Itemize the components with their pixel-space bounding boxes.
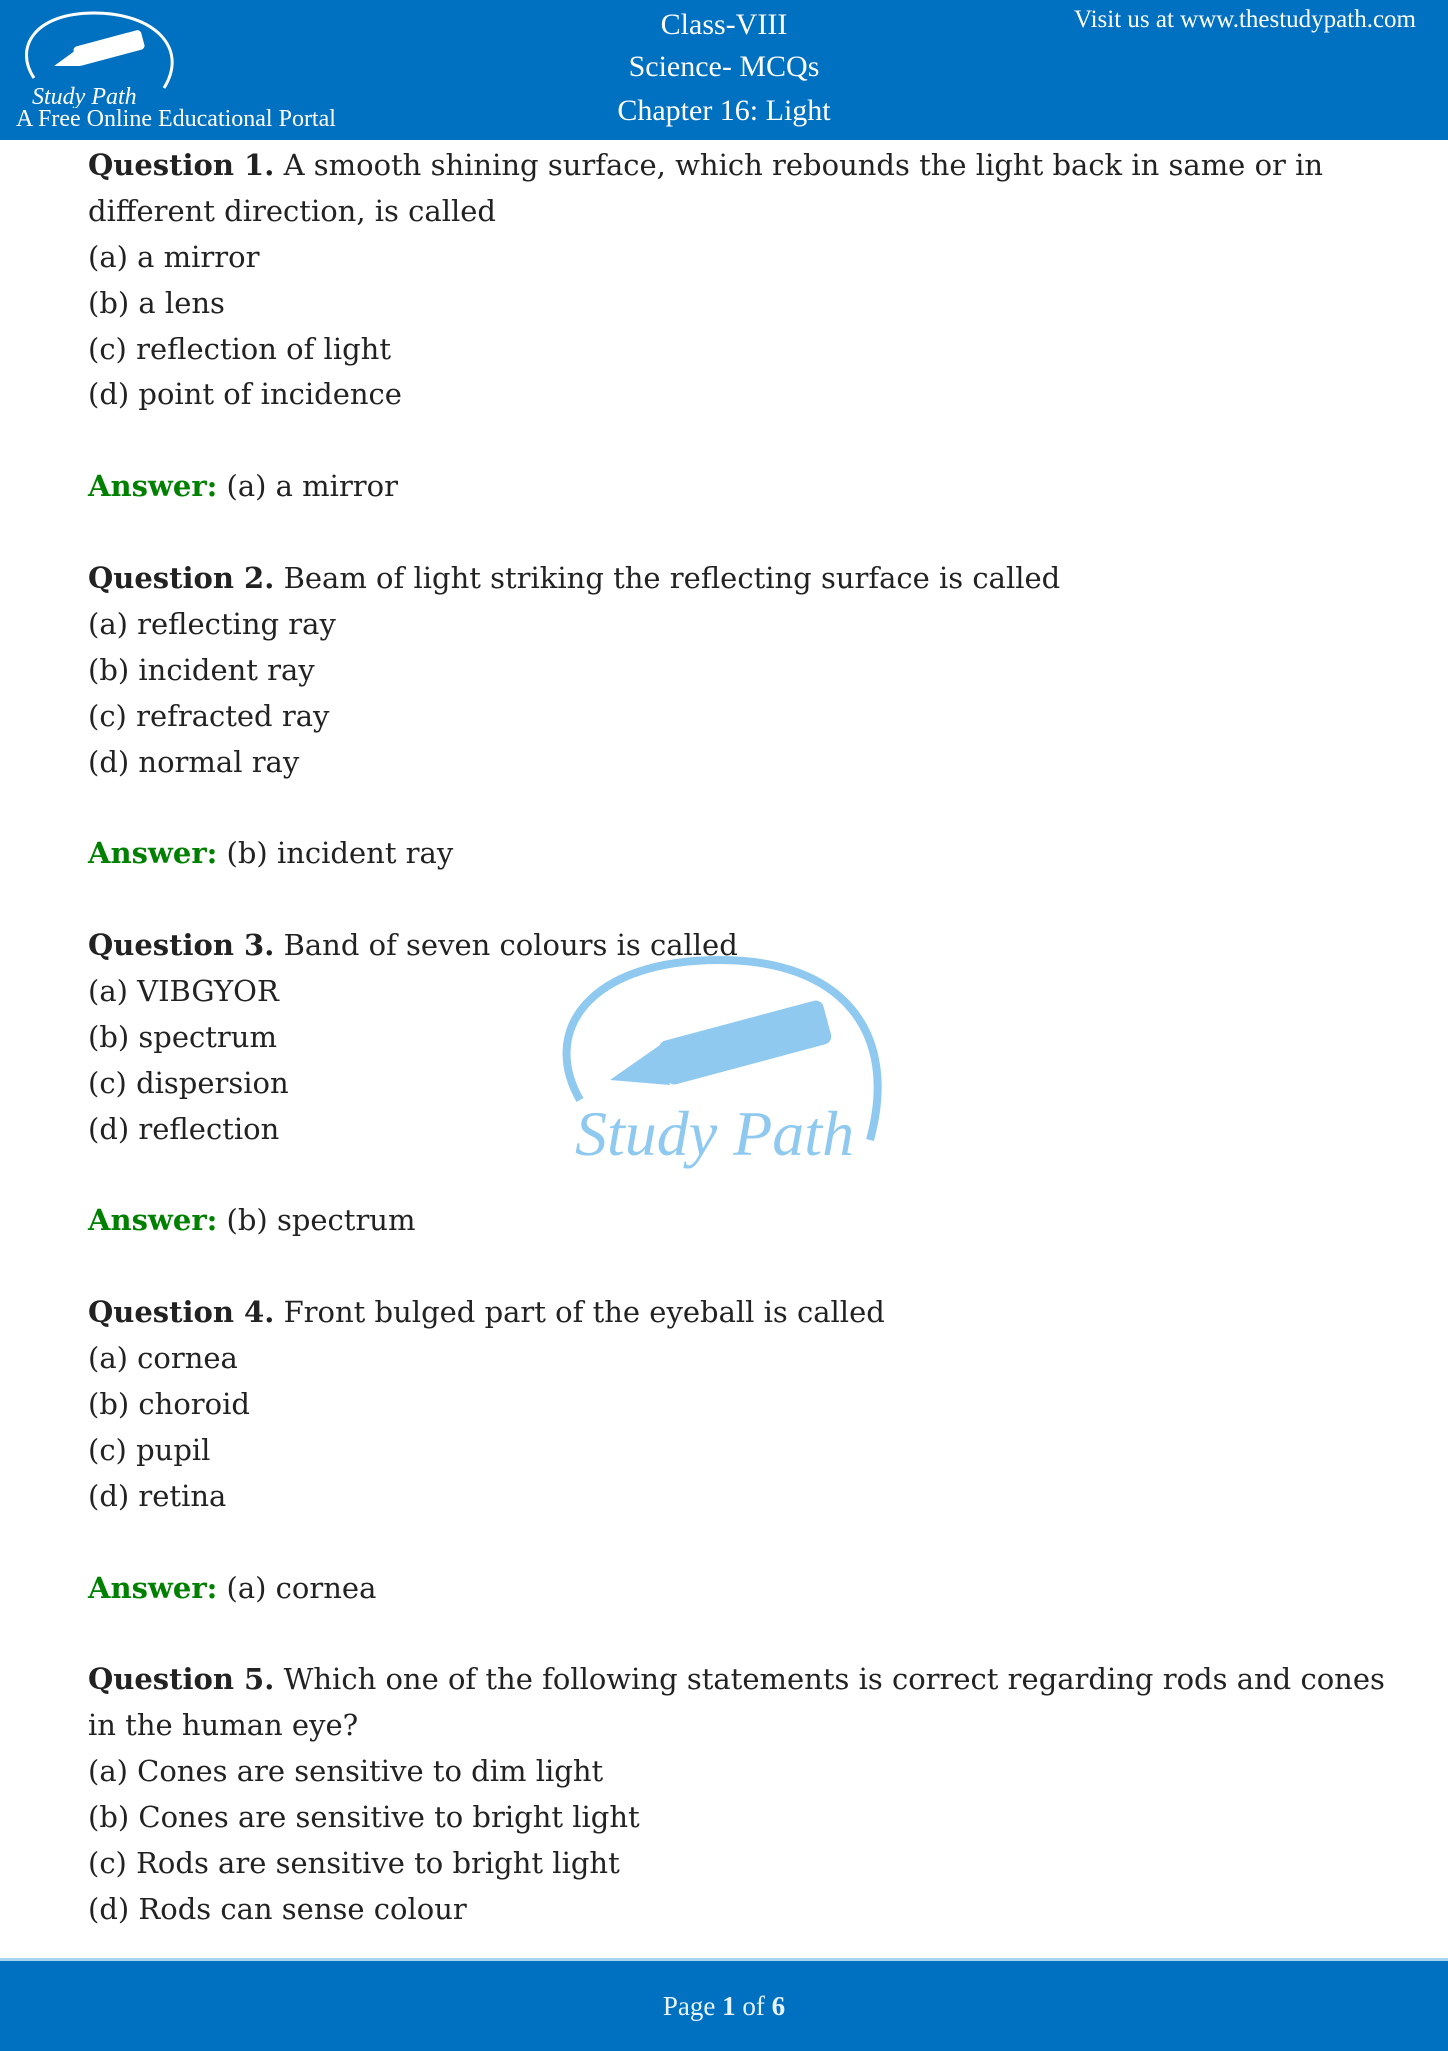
option-c: (c) dispersion: [88, 1065, 289, 1100]
option-d: (d) Rods can sense colour: [88, 1891, 467, 1926]
answer-text: (b) incident ray: [226, 836, 454, 871]
option-d: (d) normal ray: [88, 744, 300, 779]
answer: [88, 1566, 1388, 1612]
option-a: (a) cornea: [88, 1341, 238, 1376]
answer-label: Answer:: [88, 836, 218, 871]
class-title: Class-VIII: [660, 8, 788, 41]
question-text: Front bulged part of the eyeball is called: [283, 1295, 885, 1330]
answer: [88, 1198, 1388, 1244]
option-a: (a) reflecting ray: [88, 606, 336, 641]
option-d: (d) point of incidence: [88, 377, 402, 412]
mcq-content: [88, 143, 1388, 1933]
page-footer: [0, 1958, 1448, 2051]
question-text: A smooth shining surface, which rebounds the light back in same or in: [283, 148, 1324, 182]
svg-text:Study Path: Study Path: [575, 1098, 855, 1169]
question-label: Question 4.: [88, 1295, 275, 1330]
answer-text: (b) spectrum: [226, 1203, 416, 1238]
option-a: (a) VIBGYOR: [88, 974, 279, 1009]
option-c: (c) reflection of light: [88, 331, 391, 366]
answer-label: Answer:: [88, 1570, 218, 1605]
question-3: [88, 923, 1388, 1290]
option-d: (d) retina: [88, 1478, 227, 1513]
option-b: (b) a lens: [88, 285, 225, 320]
option-c: (c) Rods are sensitive to bright light: [88, 1845, 620, 1880]
question-text: Band of seven colours is called: [283, 928, 738, 963]
question-label: Question 2.: [88, 561, 275, 596]
option-b: (b) choroid: [88, 1387, 250, 1422]
of-word: of: [742, 1991, 765, 2021]
answer: [88, 831, 1388, 877]
option-b: (b) incident ray: [88, 652, 315, 687]
chapter-title: Chapter 16: Light: [617, 94, 831, 127]
question-5: [88, 1657, 1388, 1932]
question-text-cont: in the human eye?: [88, 1708, 359, 1743]
question-label: Question 3.: [88, 928, 275, 963]
total-pages: 6: [771, 1991, 786, 2021]
option-c: (c) refracted ray: [88, 698, 330, 733]
question-2: [88, 556, 1388, 923]
answer-text: (a) a mirror: [226, 469, 398, 504]
question-text: Beam of light striking the reflecting surface is called: [283, 561, 1061, 596]
answer: [88, 464, 1388, 510]
question-text-cont: different direction, is called: [88, 193, 496, 228]
subject-title: Science- MCQs: [628, 50, 820, 83]
page-word: Page: [662, 1991, 716, 2021]
answer-label: Answer:: [88, 469, 218, 504]
option-b: (b) spectrum: [88, 1019, 277, 1054]
option-b: (b) Cones are sensitive to bright light: [88, 1800, 640, 1835]
answer-label: Answer:: [88, 1203, 218, 1238]
question-1: [88, 143, 1388, 556]
current-page: 1: [722, 1991, 736, 2021]
tagline: A Free Online Educational Portal: [16, 106, 336, 132]
option-a: (a) a mirror: [88, 239, 260, 274]
answer-text: (a) cornea: [226, 1570, 377, 1605]
svg-text:Study Path: Study Path: [32, 84, 137, 108]
website-link[interactable]: Visit us at www.thestudypath.com: [1074, 6, 1416, 33]
question-4: [88, 1290, 1388, 1657]
option-c: (c) pupil: [88, 1432, 211, 1467]
question-label: Question 5.: [88, 1662, 275, 1697]
option-d: (d) reflection: [88, 1111, 280, 1146]
question-label: Question 1.: [88, 148, 275, 182]
page-header: [0, 0, 1448, 140]
option-a: (a) Cones are sensitive to dim light: [88, 1754, 604, 1789]
question-text: Which one of the following statements is correct regarding rods and cones: [283, 1662, 1385, 1697]
